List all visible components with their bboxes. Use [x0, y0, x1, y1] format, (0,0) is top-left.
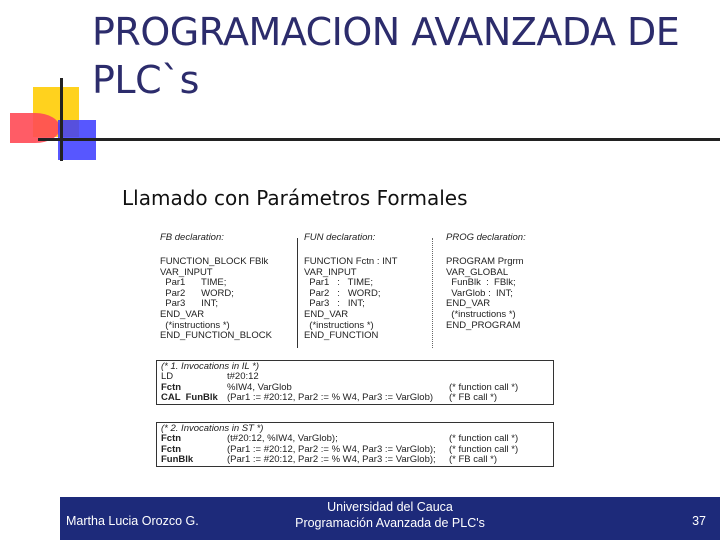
- il-comment: [449, 372, 553, 383]
- st-invocations-box: [156, 422, 554, 467]
- institution-name: Universidad del Cauca: [327, 500, 453, 514]
- st-row: [157, 455, 553, 466]
- st-comment: (* FB call *): [449, 454, 498, 465]
- fun-line: Par2 : WORD;: [304, 287, 381, 299]
- fb-line: VAR_INPUT: [160, 266, 213, 278]
- fb-line: Par1 TIME;: [160, 277, 227, 289]
- fun-line: END_FUNCTION: [304, 330, 379, 342]
- il-args: t#20:12: [227, 371, 259, 382]
- fb-header: FB declaration:: [160, 232, 224, 243]
- il-comment: (* FB call *): [449, 392, 498, 403]
- fun-declaration: [304, 232, 444, 342]
- fb-line: END_VAR: [160, 308, 205, 320]
- il-row: [157, 393, 553, 404]
- prog-line: FunBlk : FBlk;: [446, 277, 516, 289]
- st-comment: (* function call *): [449, 433, 519, 444]
- il-op: CAL FunBlk: [161, 392, 218, 403]
- fb-line: Par3 INT;: [160, 298, 219, 310]
- slide-footer: [60, 497, 720, 540]
- slide-title: [92, 8, 692, 104]
- st-op: Fctn: [161, 443, 182, 455]
- fb-line: (*instructions *): [160, 319, 230, 331]
- fun-line: Par3 : INT;: [304, 298, 365, 310]
- il-op: LD: [161, 371, 174, 382]
- prog-line: (*instructions *): [446, 308, 516, 320]
- st-args: (Par1 := #20:12, Par2 := % W4, Par3 := VarGlob);: [227, 443, 436, 455]
- st-args: (t#20:12, %IW4, VarGlob);: [227, 433, 338, 444]
- fb-declaration: [160, 232, 300, 342]
- fun-line: END_VAR: [304, 308, 349, 320]
- prog-declaration: [446, 232, 556, 331]
- author-name: Martha Lucia Orozco G.: [66, 514, 199, 528]
- vertical-rule: [60, 78, 63, 161]
- il-row: [157, 372, 553, 383]
- column-separator: [297, 238, 298, 348]
- prog-line: END_PROGRAM: [446, 319, 521, 331]
- fb-line: Par2 WORD;: [160, 287, 234, 299]
- column-separator: [432, 238, 434, 348]
- prog-line: PROGRAM Prgrm: [446, 256, 524, 267]
- prog-line: END_VAR: [446, 298, 491, 310]
- fun-header: FUN declaration:: [304, 232, 376, 243]
- il-header: (* 1. Invocations in IL *): [161, 361, 260, 372]
- code-figure: [152, 232, 556, 472]
- slide-subtitle: Llamado con Parámetros Formales: [122, 186, 468, 210]
- title-line-2: PLC`s: [92, 58, 199, 102]
- st-op: Fctn: [161, 433, 182, 444]
- fb-line: END_FUNCTION_BLOCK: [160, 330, 272, 342]
- footer-center: [60, 499, 720, 531]
- fun-line: (*instructions *): [304, 319, 374, 331]
- decorative-logo: [0, 0, 100, 170]
- title-underline: [38, 138, 720, 141]
- st-row: [157, 434, 553, 445]
- il-args: %IW4, VarGlob: [227, 381, 292, 393]
- title-line-1: PROGRAMACION AVANZADA DE: [92, 10, 680, 54]
- st-args: (Par1 := #20:12, Par2 := % W4, Par3 := VarGlob);: [227, 454, 436, 465]
- page-number: 37: [692, 514, 706, 528]
- fun-line: VAR_INPUT: [304, 266, 357, 278]
- st-comment: (* function call *): [449, 443, 519, 455]
- prog-line: VarGlob : INT;: [446, 287, 513, 299]
- fun-line: FUNCTION Fctn : INT: [304, 256, 398, 267]
- prog-line: VAR_GLOBAL: [446, 266, 509, 278]
- fun-line: Par1 : TIME;: [304, 277, 373, 289]
- course-name: Programación Avanzada de PLC's: [295, 516, 485, 530]
- il-op: Fctn: [161, 381, 182, 393]
- prog-header: PROG declaration:: [446, 232, 526, 243]
- il-args: (Par1 := #20:12, Par2 := % W4, Par3 := VarGlob): [227, 392, 434, 403]
- fb-line: FUNCTION_BLOCK FBlk: [160, 256, 269, 267]
- il-invocations-box: [156, 360, 554, 405]
- st-header: (* 2. Invocations in ST *): [161, 423, 264, 434]
- il-comment: (* function call *): [449, 381, 519, 393]
- st-op: FunBlk: [161, 454, 194, 465]
